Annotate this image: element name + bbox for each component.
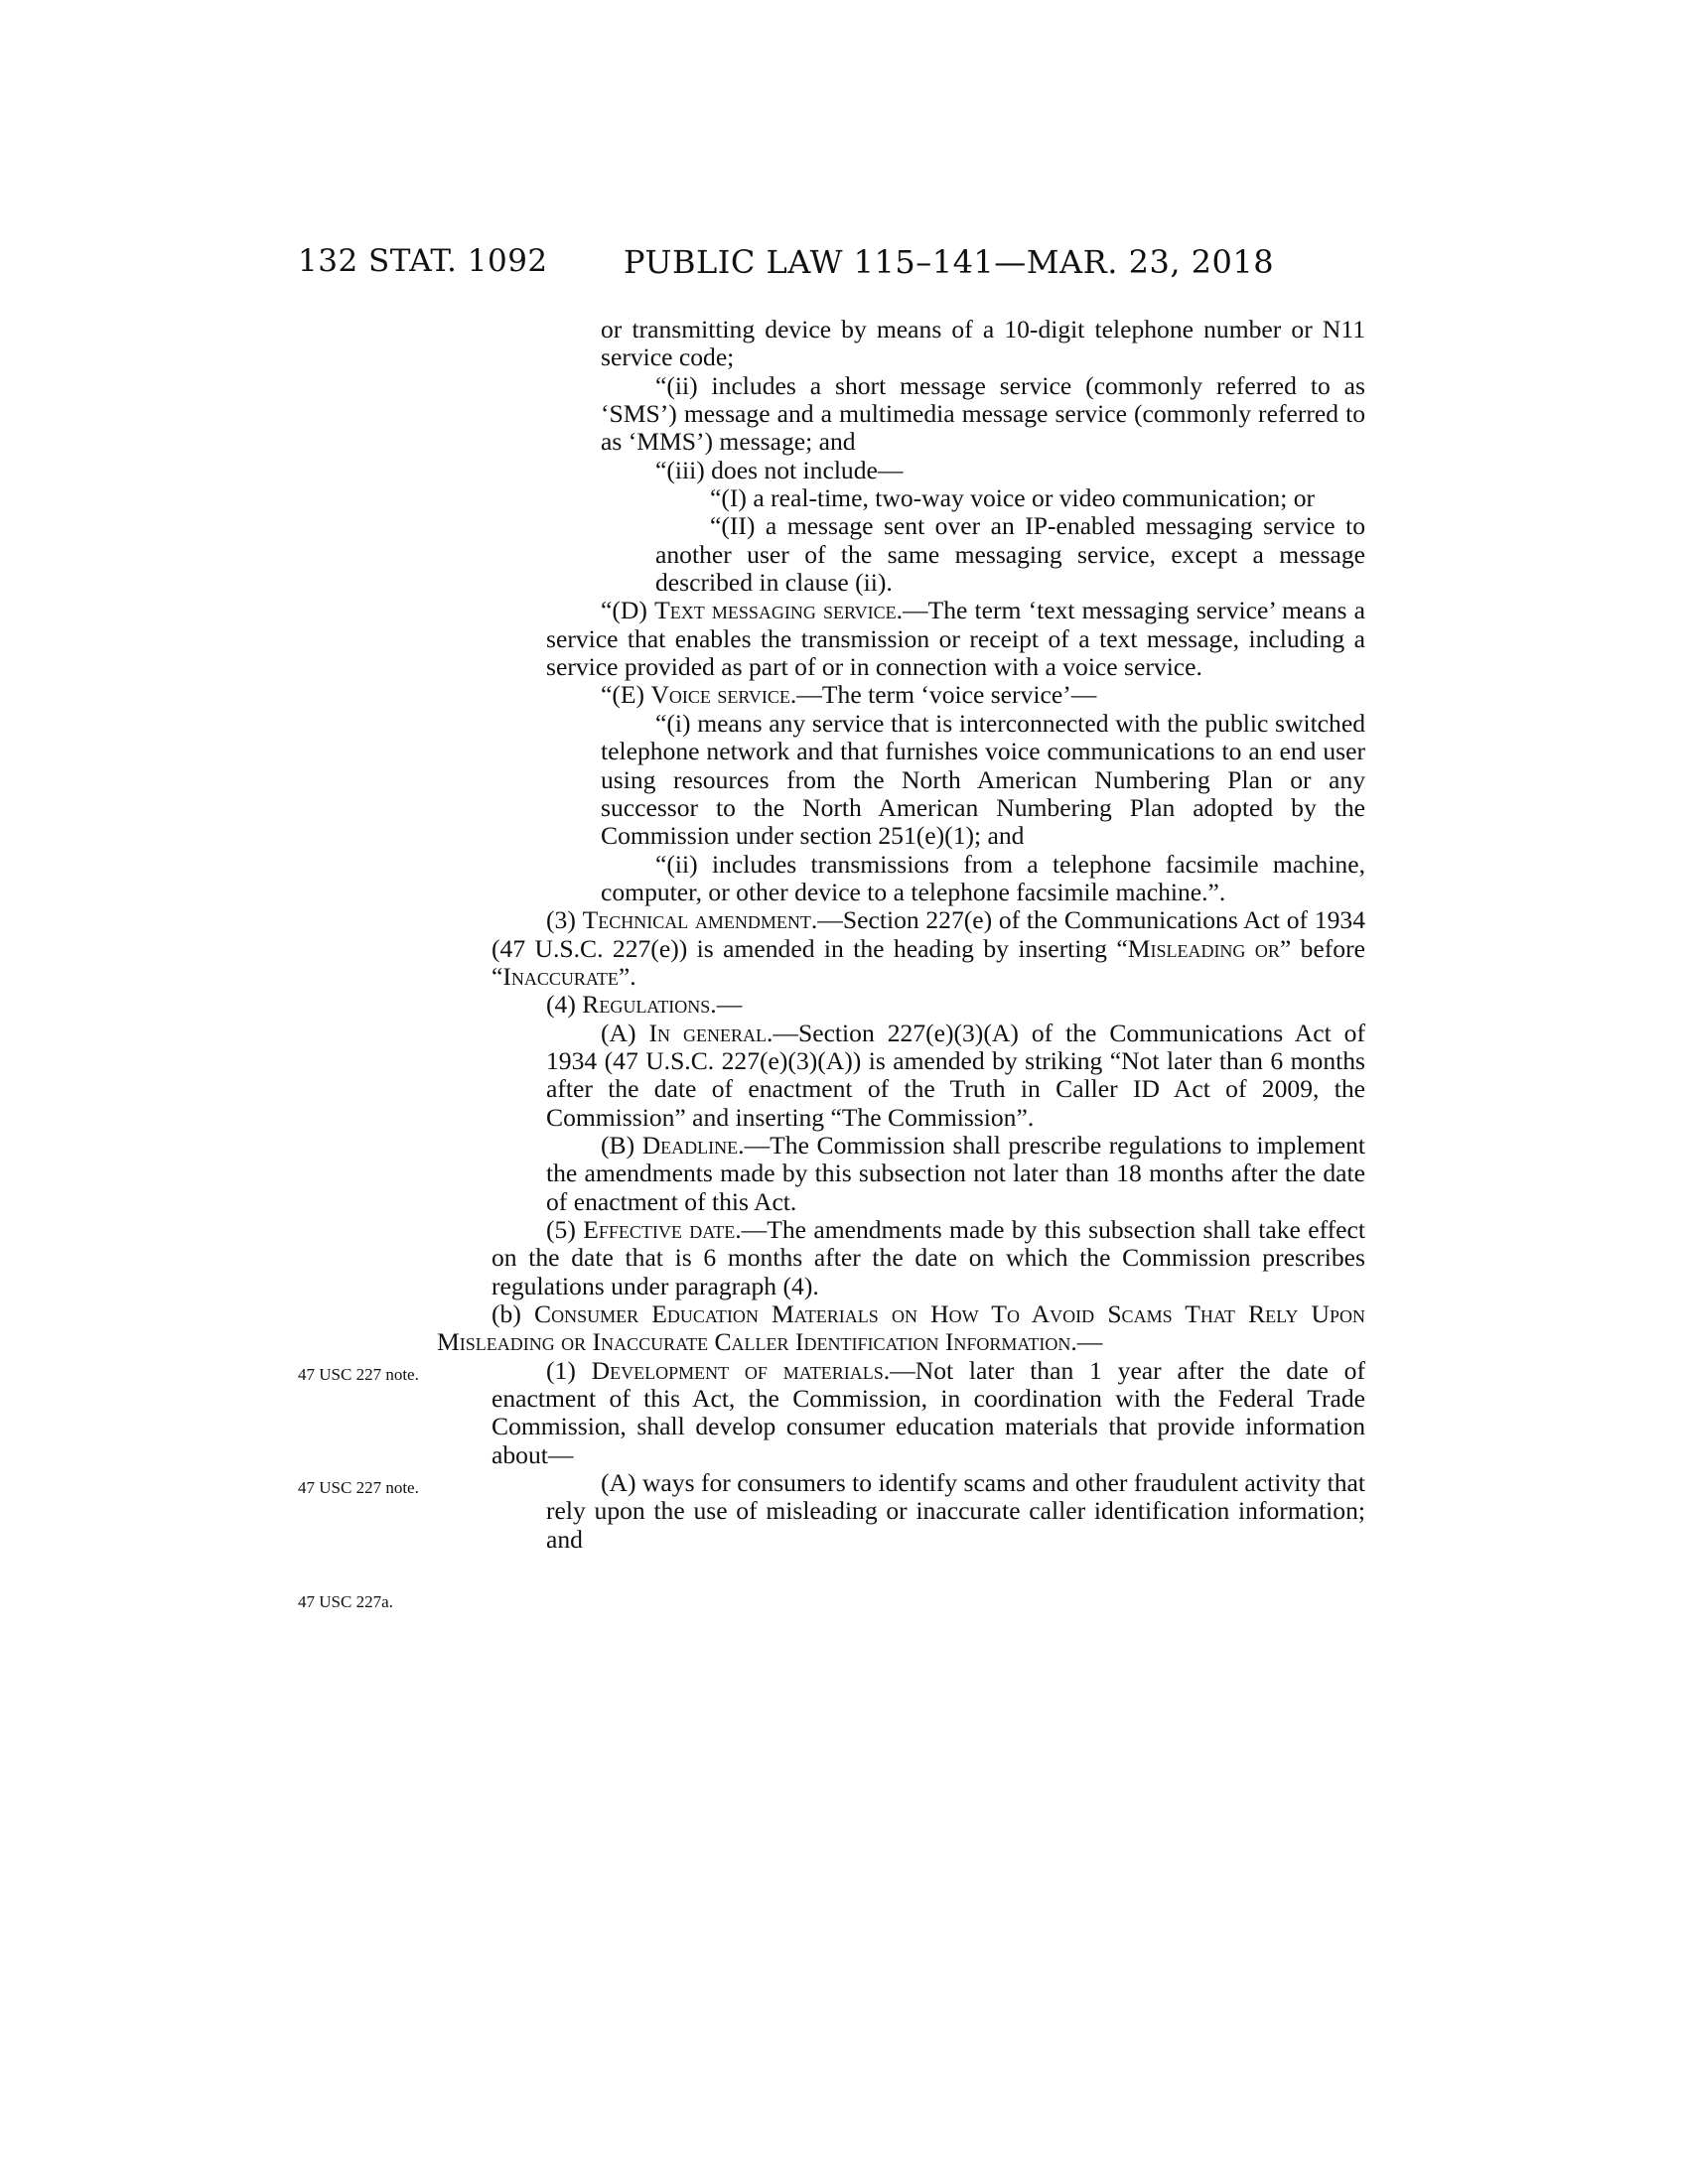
body-text-column xyxy=(437,315,1365,1554)
enum-label: (5) xyxy=(546,1215,576,1244)
margin-note: 47 USC 227 note. xyxy=(298,1365,419,1384)
enum-label: “(D) xyxy=(601,596,647,625)
section-heading: Voice service. xyxy=(650,680,797,710)
enum-label: “(E) xyxy=(601,680,645,710)
subsection-b-consumer-education: (b) Consumer Education Materials on How To Avoid Scams That Rely Upon Misleading or Inaccurate Caller Identification Information.— xyxy=(437,1299,1365,1357)
section-heading: Effective date. xyxy=(583,1215,742,1244)
running-header: PUBLIC LAW 115–141—MAR. 23, 2018 xyxy=(624,243,1275,281)
paragraph-1-development-of-materials: (1) Development of materials.—Not later than 1 year after the date of enactment of this Act, the Commission, in coordination with the Federal Trade Commission, shall develop consumer education materials that provide information about— xyxy=(492,1355,1365,1469)
margin-note: 47 USC 227 note. xyxy=(298,1478,419,1497)
subclause-I: “(I) a real-time, two-way voice or video communication; or xyxy=(710,483,1316,513)
subparagraph-E-voice-service: “(E) Voice service.—The term ‘voice service’— xyxy=(601,680,1097,710)
subparagraph-B-deadline: (B) Deadline.—The Commission shall prescribe regulations to implement the amendments made by this subsection not later than 18 months after the date of enactment of this Act. xyxy=(546,1130,1365,1216)
section-heading: Regulations. xyxy=(582,990,717,1020)
enum-label: (B) xyxy=(601,1130,635,1160)
subparagraph-D-text-messaging-service: “(D) Text messaging service.—The term ‘text messaging service’ means a service that enables the transmission or receipt of a text message, including a service provided as part of or in connection with a voice service. xyxy=(546,596,1365,682)
paragraph-4-regulations: (4) Regulations.— xyxy=(546,990,743,1020)
enum-label: (b) xyxy=(492,1299,521,1329)
voice-service-clause-i: “(i) means any service that is interconnected with the public switched telephone network and that furnishes voice communications to an end user using resources from the North American Numbering Plan or any successor to the North American Numbering Plan adopted by the Commission under section 251(e)(1); and xyxy=(601,708,1365,851)
enum-label: (A) xyxy=(601,1018,636,1047)
section-heading: Development of materials. xyxy=(591,1355,891,1385)
enum-label: (3) xyxy=(546,905,576,935)
subclause-II: “(II) a message sent over an IP-enabled messaging service to another user of the same messaging service, except a message described in clause (ii). xyxy=(655,511,1365,598)
voice-service-clause-ii: “(ii) includes transmissions from a telephone facsimile machine, computer, or other device to a telephone facsimile machine.”. xyxy=(601,849,1365,906)
statute-page-number: 132 STAT. 1092 xyxy=(298,243,548,279)
paragraph-continuation: or transmitting device by means of a 10-digit telephone number or N11 service code; xyxy=(601,315,1365,372)
section-heading: In general. xyxy=(648,1018,774,1047)
paragraph-5-effective-date: (5) Effective date.—The amendments made by this subsection shall take effect on the date that is 6 months after the date on which the Commission prescribes regulations under paragraph (4). xyxy=(492,1215,1365,1300)
enum-label: (1) xyxy=(546,1355,576,1385)
margin-note: 47 USC 227a. xyxy=(298,1592,393,1611)
clause-ii-sms: “(ii) includes a short message service (commonly referred to as ‘SMS’) message and a multimedia message service (commonly referred to as ‘MMS’) message; and xyxy=(601,370,1365,457)
subparagraph-A-in-general: (A) In general.—Section 227(e)(3)(A) of the Communications Act of 1934 (47 U.S.C. 227(e)(3)(A)) is amended by striking “Not later than 6 months after the date of enactment of the Truth in Caller ID Act of 2009, the Commission” and inserting “The Commission”. xyxy=(546,1018,1365,1132)
section-heading: Deadline. xyxy=(641,1130,745,1160)
subparagraph-A-ways-to-identify-scams: (A) ways for consumers to identify scams and other fraudulent activity that rely upon the use of misleading or inaccurate caller identification information; and xyxy=(546,1468,1365,1554)
section-heading: Technical amendment. xyxy=(582,905,818,935)
enum-label: (4) xyxy=(546,990,576,1020)
section-heading: Consumer Education Materials on How To Avoid Scams That Rely Upon Misleading or Inaccurate Caller Identification Information. xyxy=(437,1299,1365,1357)
paragraph-3-technical-amendment: (3) Technical amendment.—Section 227(e) of the Communications Act of 1934 (47 U.S.C. 227(e)) is amended in the heading by inserting “Misleading or” before “Inaccurate”. xyxy=(492,905,1365,991)
clause-iii: “(iii) does not include— xyxy=(655,455,904,484)
section-heading: Text messaging service. xyxy=(654,596,903,625)
